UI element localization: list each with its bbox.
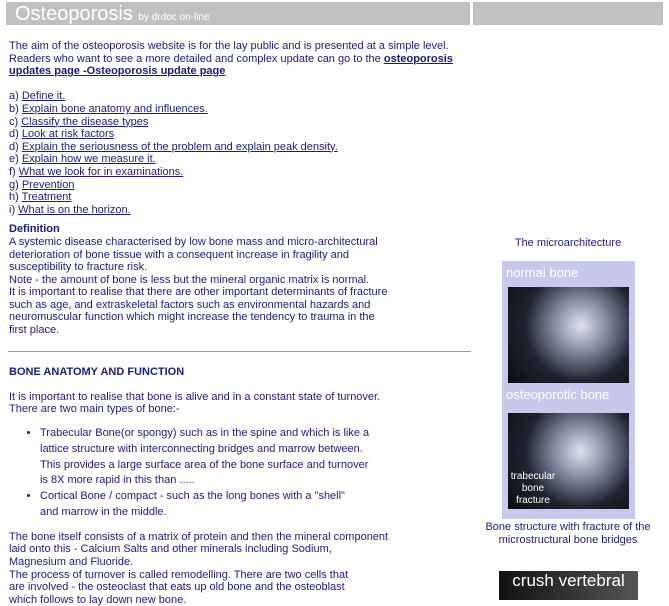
fracture-label: trabecular bone fracture	[510, 471, 556, 506]
toc-item	[9, 166, 474, 179]
osteoporotic-bone-image	[508, 413, 629, 509]
intro-line-2	[9, 53, 474, 78]
toc-item	[9, 141, 474, 154]
toc-link[interactable]: Define it.	[21, 90, 66, 103]
toc-link[interactable]: Treatment	[21, 191, 72, 204]
intro-line-1: The aim of the osteoporosis website is for the lay public and is presented at a simple level.	[9, 40, 449, 52]
toc-item	[9, 204, 474, 217]
toc-item	[9, 128, 474, 141]
toc-link[interactable]: What we look for in examinations.	[18, 165, 184, 178]
definition-text: A systemic disease characterised by low bone mass and micro-architectural deterioration of bone tissue with a consequent increase in fragility and susceptibility to fracture risk.	[9, 235, 378, 274]
list-item: • Trabecular Bone(or spongy) such as in the spine and which is like a lattice structure with interconnecting bridges and marrow between. This provides a large surface area of the bone surface and turnover is 8X more rapid in this than .....	[40, 426, 370, 489]
toc-prefix: a)	[9, 90, 22, 103]
toc-link[interactable]: Classify the disease types	[21, 115, 149, 128]
definition-determinants: It is important to realise that there are other important determinants of fracture such as age, and extraskeletal factors such as environmental hazards and neuromuscular function which might increase the tendency to trauma in the first place.	[9, 286, 388, 337]
toc-item	[9, 116, 474, 129]
site-title: Osteoporosis	[15, 3, 133, 25]
anatomy-heading: BONE ANATOMY AND FUNCTION	[9, 365, 185, 378]
toc-item	[9, 179, 474, 192]
toc-item	[9, 90, 474, 103]
toc-prefix: h)	[9, 191, 22, 204]
toc-link[interactable]: Explain the seriousness of the problem and explain peak density.	[21, 140, 338, 153]
anatomy-para-2: There are two main types of bone:-	[9, 403, 180, 416]
bone-types-list	[9, 426, 474, 521]
updates-page-link[interactable]: osteoporosis updates page -Osteoporosis update page	[9, 52, 453, 78]
anatomy-para-4: The process of turnover is called remodelling. There are two cells that are involved - the osteoclast that eats up old bone and the osteoblast which follows to lay down new bone.	[9, 568, 349, 606]
toc-link[interactable]: Explain bone anatomy and influences.	[21, 102, 208, 115]
toc-prefix: f)	[9, 165, 19, 178]
normal-bone-image	[508, 287, 629, 383]
figure-caption-top: The microarchitecture	[514, 237, 622, 249]
divider	[8, 351, 471, 352]
definition-heading: Definition	[9, 223, 60, 236]
list-item: • Cortical Bone / compact - such as the long bones with a "shell" and marrow in the middle.	[40, 489, 360, 521]
toc-item	[9, 153, 474, 166]
figure-caption-bottom: Bone structure with fracture of the microstructural bone bridges	[485, 521, 651, 546]
definition-note: Note - the amount of bone is less but the mineral organic matrix is normal.	[9, 273, 370, 286]
byline: by drdoc on-line	[138, 12, 210, 23]
anatomy-para-3: The bone itself consists of a matrix of protein and then the mineral component laid onto this - Calcium Salts and other minerals including Sodium, Magnesium and Fluoride.	[9, 530, 389, 568]
toc-prefix: g)	[9, 178, 22, 191]
anatomy-para-1: It is important to realise that bone is alive and in a constant state of turnover.	[9, 390, 381, 403]
title-bar	[6, 2, 470, 25]
toc-link[interactable]: Explain how we measure it.	[21, 153, 156, 166]
toc-item	[9, 103, 474, 116]
intro-text: Readers who want to see a more detailed and complex update can go to the	[9, 52, 384, 65]
toc-prefix: b)	[9, 102, 22, 115]
toc-prefix: d)	[9, 128, 22, 141]
table-of-contents	[9, 90, 474, 216]
toc-item	[9, 191, 474, 204]
toc-prefix: i)	[9, 203, 19, 216]
toc-prefix: c)	[9, 115, 22, 128]
toc-link[interactable]: Prevention	[21, 178, 75, 191]
crush-vertebral-image: crush vertebral	[499, 571, 638, 600]
toc-prefix: e)	[9, 153, 22, 166]
main-content	[9, 40, 474, 606]
toc-prefix: d)	[9, 140, 22, 153]
normal-bone-label: normal bone	[506, 265, 579, 280]
page-title	[15, 3, 210, 26]
title-bar-right	[473, 2, 663, 25]
bone-microarchitecture-figure	[502, 261, 635, 519]
toc-link[interactable]: What is on the horizon.	[18, 203, 131, 216]
osteoporotic-bone-label: osteoporotic bone	[506, 387, 610, 402]
toc-link[interactable]: Look at risk factors	[21, 128, 115, 141]
